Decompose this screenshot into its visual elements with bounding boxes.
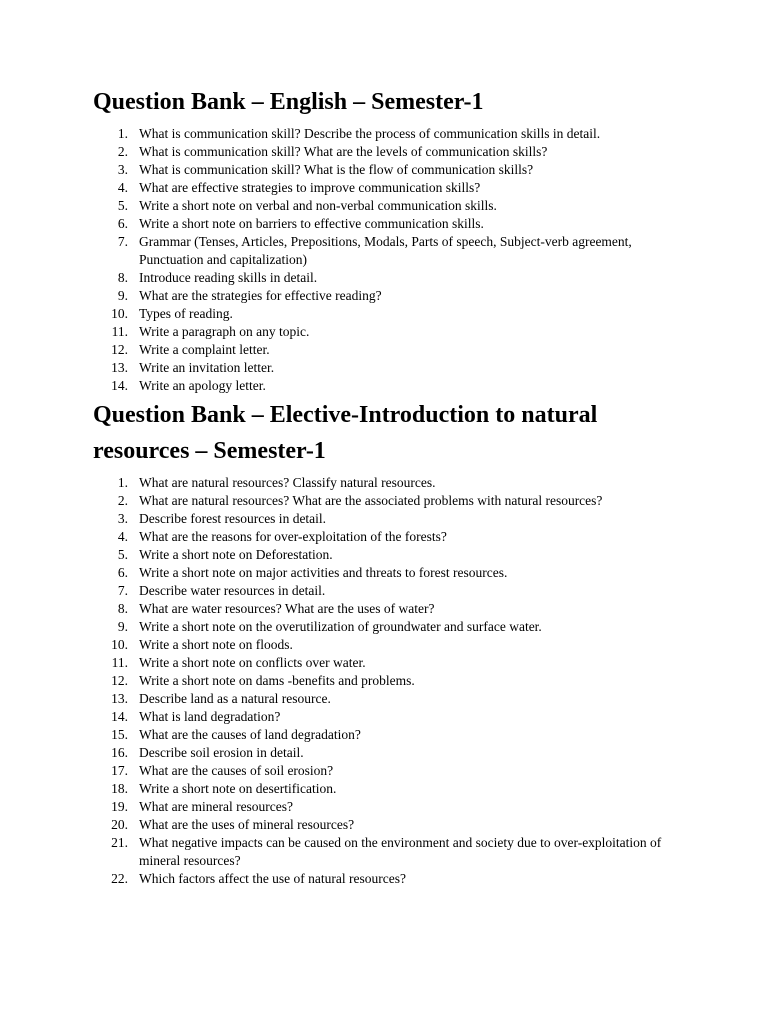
question-item bbox=[93, 179, 693, 197]
question-text: Write a short note on barriers to effective communication skills. bbox=[139, 216, 484, 231]
question-number: 13. bbox=[111, 691, 128, 706]
question-text: Grammar (Tenses, Articles, Prepositions, Modals, Parts of speech, Subject-verb agreement, Punctuation and capitalization) bbox=[139, 234, 632, 267]
question-item bbox=[93, 215, 693, 233]
question-text: Describe soil erosion in detail. bbox=[139, 745, 304, 760]
question-number: 4. bbox=[117, 180, 128, 195]
question-item bbox=[93, 636, 693, 654]
question-text: Write an apology letter. bbox=[139, 378, 266, 393]
question-number: 9. bbox=[117, 619, 128, 634]
question-item bbox=[93, 726, 693, 744]
question-number: 5. bbox=[117, 547, 128, 562]
question-text: Write a short note on Deforestation. bbox=[139, 547, 333, 562]
question-text: Write a short note on verbal and non-verbal communication skills. bbox=[139, 198, 497, 213]
question-text: Describe water resources in detail. bbox=[139, 583, 326, 598]
question-list-natural-resources bbox=[93, 474, 693, 888]
question-item bbox=[93, 870, 693, 888]
question-item bbox=[93, 780, 693, 798]
question-item bbox=[93, 564, 693, 582]
question-item bbox=[93, 323, 693, 341]
question-number: 22. bbox=[111, 871, 128, 886]
question-item bbox=[93, 834, 693, 870]
question-text: What is communication skill? What is the flow of communication skills? bbox=[139, 162, 534, 177]
question-item bbox=[93, 341, 693, 359]
question-number: 6. bbox=[117, 216, 128, 231]
question-item bbox=[93, 510, 693, 528]
question-text: What is communication skill? What are the levels of communication skills? bbox=[139, 144, 548, 159]
question-item bbox=[93, 744, 693, 762]
question-item bbox=[93, 816, 693, 834]
question-number: 21. bbox=[111, 835, 128, 850]
question-text: What is communication skill? Describe the process of communication skills in detail. bbox=[139, 126, 601, 141]
question-number: 4. bbox=[117, 529, 128, 544]
question-item bbox=[93, 618, 693, 636]
question-item bbox=[93, 546, 693, 564]
question-number: 7. bbox=[117, 234, 128, 249]
question-number: 13. bbox=[111, 360, 128, 375]
question-item bbox=[93, 672, 693, 690]
question-item bbox=[93, 492, 693, 510]
question-item bbox=[93, 690, 693, 708]
question-number: 8. bbox=[117, 270, 128, 285]
question-text: Types of reading. bbox=[139, 306, 233, 321]
question-number: 1. bbox=[117, 126, 128, 141]
question-item bbox=[93, 305, 693, 323]
question-item bbox=[93, 287, 693, 305]
question-number: 15. bbox=[111, 727, 128, 742]
question-item bbox=[93, 359, 693, 377]
question-number: 12. bbox=[111, 342, 128, 357]
question-text: What are effective strategies to improve communication skills? bbox=[139, 180, 481, 195]
question-item bbox=[93, 708, 693, 726]
question-text: Write a complaint letter. bbox=[139, 342, 270, 357]
question-number: 3. bbox=[117, 511, 128, 526]
question-item bbox=[93, 582, 693, 600]
question-text: Write a short note on conflicts over water. bbox=[139, 655, 366, 670]
question-text: Write a short note on floods. bbox=[139, 637, 293, 652]
question-number: 10. bbox=[111, 306, 128, 321]
question-list-english bbox=[93, 125, 693, 395]
question-text: Write an invitation letter. bbox=[139, 360, 275, 375]
question-number: 11. bbox=[111, 655, 128, 670]
question-item bbox=[93, 269, 693, 287]
question-number: 12. bbox=[111, 673, 128, 688]
question-text: What are mineral resources? bbox=[139, 799, 294, 814]
question-text: Which factors affect the use of natural resources? bbox=[139, 871, 406, 886]
question-text: Introduce reading skills in detail. bbox=[139, 270, 318, 285]
question-number: 14. bbox=[111, 709, 128, 724]
question-number: 8. bbox=[117, 601, 128, 616]
question-number: 18. bbox=[111, 781, 128, 796]
question-number: 10. bbox=[111, 637, 128, 652]
question-number: 9. bbox=[117, 288, 128, 303]
question-item bbox=[93, 161, 693, 179]
question-item bbox=[93, 125, 693, 143]
question-number: 17. bbox=[111, 763, 128, 778]
document-page bbox=[93, 84, 693, 888]
question-item bbox=[93, 474, 693, 492]
question-number: 5. bbox=[117, 198, 128, 213]
question-text: What negative impacts can be caused on the environment and society due to over-exploitation of mineral resources? bbox=[139, 835, 662, 868]
question-number: 6. bbox=[117, 565, 128, 580]
question-text: What are the reasons for over-exploitation of the forests? bbox=[139, 529, 447, 544]
question-text: Write a paragraph on any topic. bbox=[139, 324, 310, 339]
question-text: What are the uses of mineral resources? bbox=[139, 817, 355, 832]
question-item bbox=[93, 654, 693, 672]
question-item bbox=[93, 600, 693, 618]
section-title-english: Question Bank – English – Semester-1 bbox=[93, 89, 484, 115]
question-number: 2. bbox=[117, 493, 128, 508]
question-text: Describe land as a natural resource. bbox=[139, 691, 331, 706]
question-text: Write a short note on desertification. bbox=[139, 781, 337, 796]
question-number: 2. bbox=[117, 144, 128, 159]
question-item bbox=[93, 233, 693, 269]
question-text: What are water resources? What are the uses of water? bbox=[139, 601, 435, 616]
question-text: Write a short note on major activities and threats to forest resources. bbox=[139, 565, 508, 580]
question-number: 16. bbox=[111, 745, 128, 760]
question-text: Write a short note on dams -benefits and problems. bbox=[139, 673, 415, 688]
question-item bbox=[93, 798, 693, 816]
question-number: 20. bbox=[111, 817, 128, 832]
question-number: 3. bbox=[117, 162, 128, 177]
question-text: What is land degradation? bbox=[139, 709, 281, 724]
question-text: What are natural resources? Classify natural resources. bbox=[139, 475, 436, 490]
question-number: 11. bbox=[111, 324, 128, 339]
question-number: 19. bbox=[111, 799, 128, 814]
question-number: 14. bbox=[111, 378, 128, 393]
question-text: What are the causes of land degradation? bbox=[139, 727, 361, 742]
question-text: What are the causes of soil erosion? bbox=[139, 763, 334, 778]
question-item bbox=[93, 528, 693, 546]
question-item bbox=[93, 143, 693, 161]
section-title-natural-resources: Question Bank – Elective-Introduction to natural resources – Semester-1 bbox=[93, 402, 598, 464]
question-item bbox=[93, 377, 693, 395]
question-text: Describe forest resources in detail. bbox=[139, 511, 327, 526]
question-text: Write a short note on the overutilization of groundwater and surface water. bbox=[139, 619, 542, 634]
question-item bbox=[93, 762, 693, 780]
question-item bbox=[93, 197, 693, 215]
question-number: 1. bbox=[117, 475, 128, 490]
question-text: What are natural resources? What are the associated problems with natural resources? bbox=[139, 493, 603, 508]
question-text: What are the strategies for effective reading? bbox=[139, 288, 382, 303]
question-number: 7. bbox=[117, 583, 128, 598]
